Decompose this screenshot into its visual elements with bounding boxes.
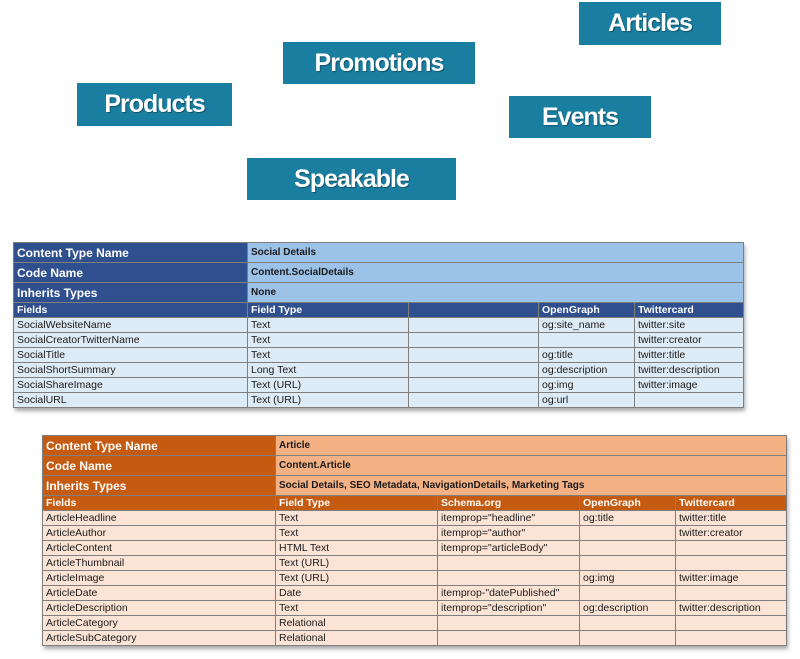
table-row <box>43 511 787 526</box>
table-row <box>43 571 787 586</box>
table-cell <box>580 631 676 646</box>
social-details-table <box>13 242 743 408</box>
table-cell: og:img <box>539 378 635 393</box>
table-cell: og:title <box>580 511 676 526</box>
table-cell: twitter:site <box>635 318 744 333</box>
code-name-label: Code Name <box>14 263 248 283</box>
table-cell: SocialCreatorTwitterName <box>14 333 248 348</box>
table-row <box>14 378 744 393</box>
table-cell: og:description <box>580 601 676 616</box>
table-cell <box>438 571 580 586</box>
table-cell: og:site_name <box>539 318 635 333</box>
table-cell: SocialWebsiteName <box>14 318 248 333</box>
table-cell <box>438 616 580 631</box>
content-type-name-label: Content Type Name <box>14 243 248 263</box>
table-cell <box>409 363 539 378</box>
table-cell <box>580 556 676 571</box>
table-cell <box>676 541 787 556</box>
table-row <box>14 318 744 333</box>
table-cell <box>676 616 787 631</box>
table-cell <box>676 586 787 601</box>
table-row <box>43 541 787 556</box>
table-row <box>43 586 787 601</box>
table-cell: ArticleDate <box>43 586 276 601</box>
table-cell: ArticleDescription <box>43 601 276 616</box>
tag-events: Events <box>509 96 651 138</box>
table-cell: Text (URL) <box>248 378 409 393</box>
code-name-label: Code Name <box>43 456 276 476</box>
table-cell: twitter:title <box>676 511 787 526</box>
column-header: Twittercard <box>635 303 744 318</box>
column-header: Schema.org <box>438 496 580 511</box>
table-cell <box>409 333 539 348</box>
table-cell <box>409 378 539 393</box>
table-row <box>14 363 744 378</box>
table-row <box>43 631 787 646</box>
inherits-types-value: Social Details, SEO Metadata, NavigationDetails, Marketing Tags <box>276 476 787 496</box>
table-row <box>14 393 744 408</box>
column-header-row <box>43 496 787 511</box>
article-table <box>42 435 786 646</box>
table-cell <box>580 541 676 556</box>
table-cell: Long Text <box>248 363 409 378</box>
table-cell <box>676 556 787 571</box>
table-cell: ArticleHeadline <box>43 511 276 526</box>
table-cell: og:title <box>539 348 635 363</box>
table-cell: ArticleImage <box>43 571 276 586</box>
table-cell: SocialTitle <box>14 348 248 363</box>
table-cell <box>676 631 787 646</box>
column-header: Field Type <box>276 496 438 511</box>
table-cell: Text <box>276 511 438 526</box>
table-cell <box>438 556 580 571</box>
table-cell: twitter:title <box>635 348 744 363</box>
table-cell: Relational <box>276 616 438 631</box>
table-cell: Text (URL) <box>276 571 438 586</box>
tag-promotions: Promotions <box>283 42 475 84</box>
table-cell: twitter:image <box>635 378 744 393</box>
table-cell: SocialShortSummary <box>14 363 248 378</box>
table-cell: Text <box>248 348 409 363</box>
table-cell: HTML Text <box>276 541 438 556</box>
column-header-row <box>14 303 744 318</box>
table-cell: og:img <box>580 571 676 586</box>
table-row <box>43 601 787 616</box>
table-cell: ArticleAuthor <box>43 526 276 541</box>
table-cell: ArticleContent <box>43 541 276 556</box>
tag-articles: Articles <box>579 2 721 45</box>
table-cell: ArticleSubCategory <box>43 631 276 646</box>
table-cell: Text (URL) <box>276 556 438 571</box>
table-cell: ArticleCategory <box>43 616 276 631</box>
table-cell <box>409 348 539 363</box>
table-cell: SocialShareImage <box>14 378 248 393</box>
table-cell: Text (URL) <box>248 393 409 408</box>
column-header: Fields <box>43 496 276 511</box>
table-cell: Date <box>276 586 438 601</box>
content-type-name-label: Content Type Name <box>43 436 276 456</box>
tag-speakable: Speakable <box>247 158 456 200</box>
table-cell: itemprop="headline" <box>438 511 580 526</box>
table-cell: itemprop="author" <box>438 526 580 541</box>
table-cell: Text <box>248 333 409 348</box>
table-cell: itemprop-"datePublished" <box>438 586 580 601</box>
column-header: OpenGraph <box>539 303 635 318</box>
column-header: Fields <box>14 303 248 318</box>
content-type-name-value: Social Details <box>248 243 744 263</box>
table-cell: itemprop="description" <box>438 601 580 616</box>
table-cell: twitter:description <box>635 363 744 378</box>
table-cell: twitter:image <box>676 571 787 586</box>
table-cell <box>438 631 580 646</box>
table-cell <box>409 318 539 333</box>
inherits-types-label: Inherits Types <box>43 476 276 496</box>
table-cell <box>580 586 676 601</box>
table-cell: itemprop="articleBody" <box>438 541 580 556</box>
column-header: Twittercard <box>676 496 787 511</box>
column-header <box>409 303 539 318</box>
table-cell: Relational <box>276 631 438 646</box>
code-name-value: Content.SocialDetails <box>248 263 744 283</box>
table-cell: twitter:description <box>676 601 787 616</box>
column-header: OpenGraph <box>580 496 676 511</box>
table-cell: Text <box>248 318 409 333</box>
inherits-types-value: None <box>248 283 744 303</box>
table-row <box>14 348 744 363</box>
table-cell: og:url <box>539 393 635 408</box>
inherits-types-label: Inherits Types <box>14 283 248 303</box>
table-cell <box>409 393 539 408</box>
table-cell: Text <box>276 526 438 541</box>
table-row <box>43 526 787 541</box>
table-row <box>43 556 787 571</box>
table-cell: Text <box>276 601 438 616</box>
table-cell <box>580 526 676 541</box>
table-cell: twitter:creator <box>676 526 787 541</box>
table-cell: ArticleThumbnail <box>43 556 276 571</box>
table-cell <box>539 333 635 348</box>
content-type-name-value: Article <box>276 436 787 456</box>
column-header: Field Type <box>248 303 409 318</box>
code-name-value: Content.Article <box>276 456 787 476</box>
table-cell: twitter:creator <box>635 333 744 348</box>
tag-products: Products <box>77 83 232 126</box>
table-row <box>43 616 787 631</box>
table-cell: og:description <box>539 363 635 378</box>
table-cell <box>580 616 676 631</box>
table-cell: SocialURL <box>14 393 248 408</box>
table-cell <box>635 393 744 408</box>
table-row <box>14 333 744 348</box>
